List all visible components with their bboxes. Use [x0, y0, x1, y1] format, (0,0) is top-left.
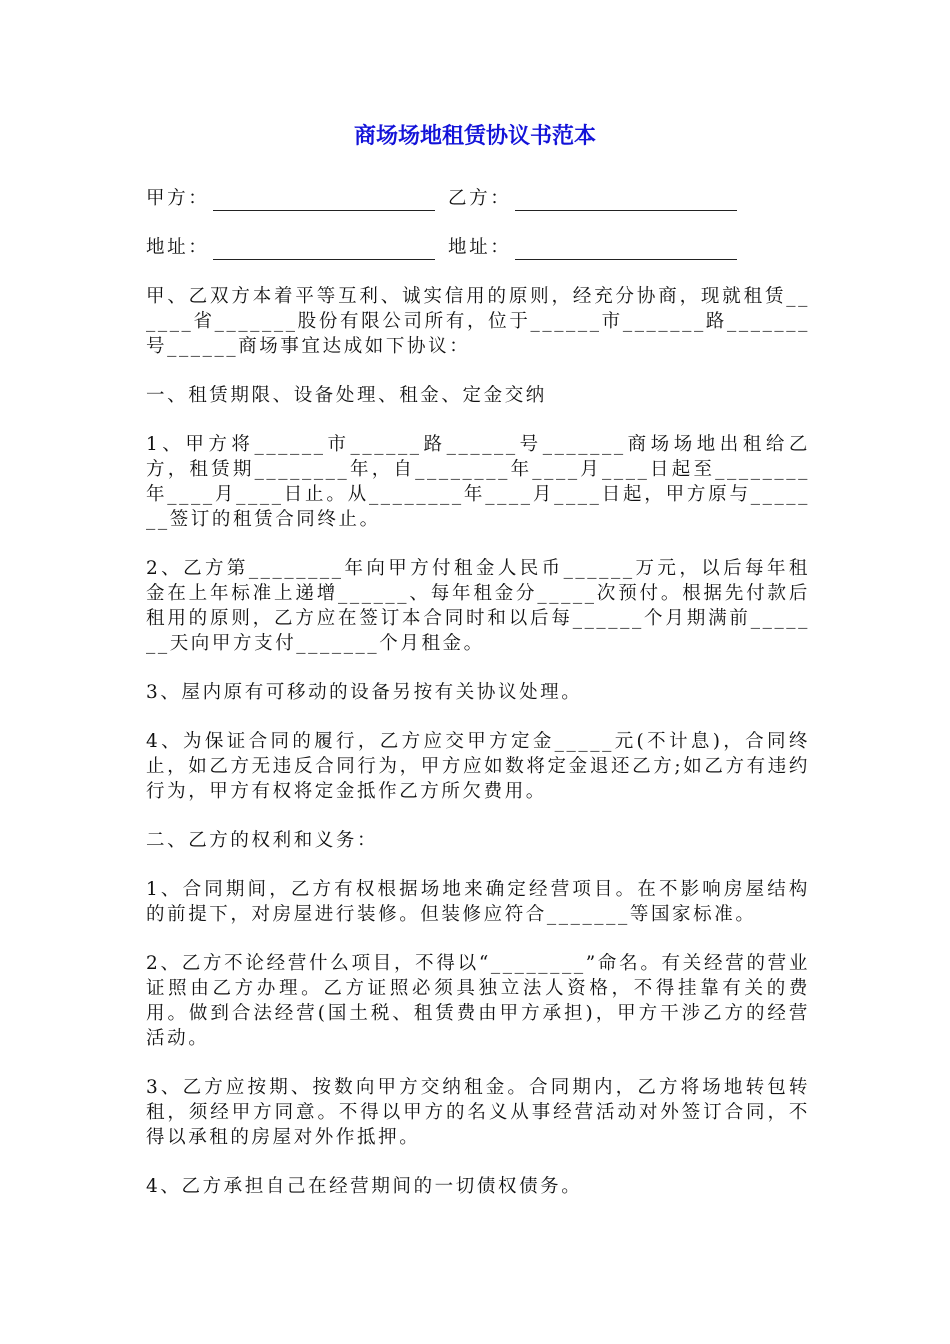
clause-1-1: 1、甲方将______市______路______号_______商场场地出租给乙方，租赁期________年，自________年____月____日起至________年____月____日止。从________年____月____日起，甲方原与_______签订的租赁合同终止。: [146, 434, 810, 530]
clause-2-4: 4、乙方承担自己在经营期间的一切债权债务。: [146, 1176, 583, 1197]
party-b-field: [448, 186, 737, 211]
clause-2-2: 2、乙方不论经营什么项目，不得以“________”命名。有关经营的营业证照由乙方办理。乙方证照必须具独立法人资格，不得挂靠有关的费用。做到合法经营(国土税、租赁费由甲方承担)，甲方干涉乙方的经营活动。: [146, 953, 810, 1049]
address-a-label: 地址：: [146, 237, 210, 258]
clause-1-3: 3、屋内原有可移动的设备另按有关协议处理。: [146, 682, 583, 703]
party-b-blank: [515, 192, 737, 211]
address-b-blank: [515, 241, 737, 260]
paragraph-preamble: 甲、乙双方本着平等互利、诚实信用的原则，经充分协商，现就租赁______省_______股份有限公司所有，位于______市_______路_______号______商场事宜达成如下协议：: [146, 286, 810, 357]
clause-1-4: 4、为保证合同的履行，乙方应交甲方定金_____元(不计息)，合同终止，如乙方无违反合同行为，甲方应如数将定金退还乙方;如乙方有违约行为，甲方有权将定金抵作乙方所欠费用。: [146, 731, 810, 802]
clause-2-3: 3、乙方应按期、按数向甲方交纳租金。合同期内，乙方将场地转包转租，须经甲方同意。不得以甲方的名义从事经营活动对外签订合同，不得以承租的房屋对外作抵押。: [146, 1077, 810, 1148]
party-a-field: [146, 186, 448, 211]
clause-1-2: 2、乙方第________年向甲方付租金人民币______万元，以后每年租金在上年标准上递增______、每年租金分_____次预付。根据先付款后租用的原则，乙方应在签订本合同时和以后每______个月期满前_______天向甲方支付_______个月租金。: [146, 558, 810, 654]
address-b-field: [448, 235, 737, 260]
document-title: 商场场地租赁协议书范本: [353, 124, 596, 149]
section-heading-rights-obligations: 二、乙方的权利和义务：: [146, 830, 379, 851]
party-a-label: 甲方：: [146, 188, 210, 209]
document-body: [146, 186, 810, 1199]
clause-2-1: 1、合同期间，乙方有权根据场地来确定经营项目。在不影响房屋结构的前提下，对房屋进行装修。但装修应符合_______等国家标准。: [146, 879, 810, 925]
party-row: [146, 186, 810, 211]
address-b-label: 地址：: [448, 237, 512, 258]
party-b-label: 乙方：: [448, 188, 512, 209]
address-row: [146, 235, 810, 260]
section-heading-lease-terms: 一、租赁期限、设备处理、租金、定金交纳: [146, 385, 547, 406]
party-a-blank: [213, 192, 435, 211]
address-a-blank: [213, 241, 435, 260]
address-a-field: [146, 235, 448, 260]
